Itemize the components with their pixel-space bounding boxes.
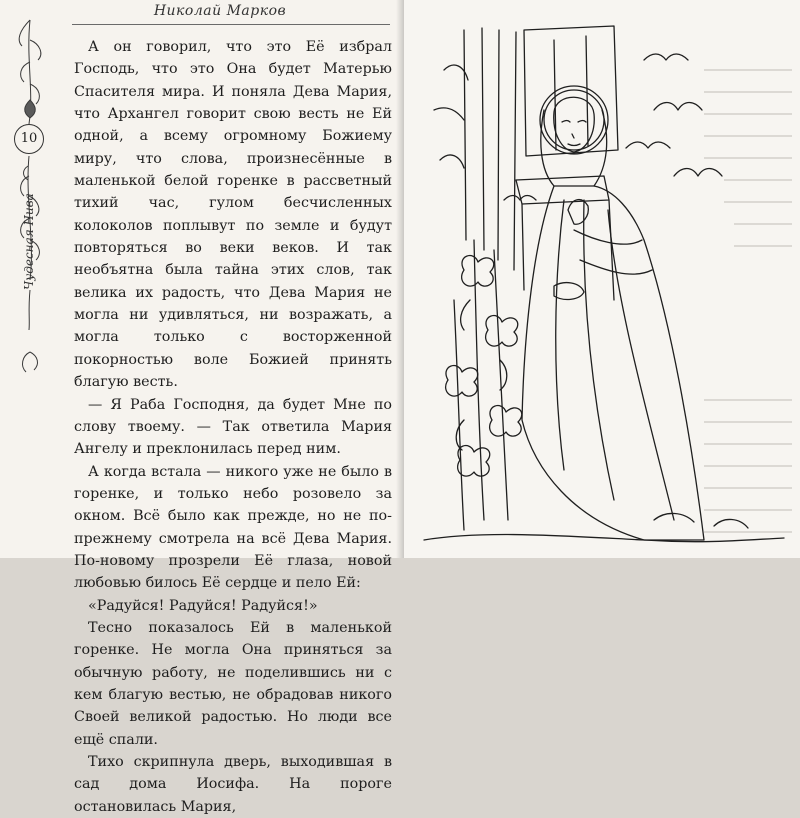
body-text bbox=[74, 36, 392, 818]
paragraph: Тесно показалось Ей в маленькой горенке. Не могла Она приняться за обычную работу, не поделившись ни с кем благую вестью, не обрадовав никого Своей великой радостью. Но люди все ещё спали. bbox=[74, 619, 392, 748]
paragraph: — Я Раба Господня, да будет Мне по слову твоему. — Так ответила Мария Ангелу и преклонилась перед ним. bbox=[74, 396, 392, 458]
right-page bbox=[404, 0, 800, 558]
book-title-spine: Чудесная Нива bbox=[22, 193, 36, 290]
paragraph: А когда встала — никого уже не было в горенке, и только небо розовело за окном. Всё было как прежде, но не по-прежнему смотрела на всё Дева Мария. По-новому прозрели Её глаза, новой любовью билось Её сердце и пело Ей: bbox=[74, 463, 392, 592]
paragraph: Тихо скрипнула дверь, выходившая в сад дома Иосифа. На пороге остановилась Мария, bbox=[74, 754, 392, 815]
paragraph: «Радуйся! Радуйся! Радуйся!» bbox=[88, 597, 318, 614]
page-number: 10 bbox=[14, 124, 44, 154]
header-rule bbox=[72, 24, 390, 25]
annunciation-illustration bbox=[404, 0, 800, 558]
paragraph: А он говорил, что это Её избрал Господь, что это Она будет Матерью Спасителя мира. И поняла Дева Мария, что Архангел говорит свою весть не Ей одной, а всему огромному Божиему миру, что слова, произнесённые в маленькой белой горенке в рассветный тихий час, гулом бесчисленных колоколов поплывут по земле и будут повторяться во веки веков. И так необъятна была тайна этих слов, так велика их радость, что Дева Мария не могла ни удивляться, ни возражать, а могла только с восторженной покорностью воле Божией принять благую весть. bbox=[74, 39, 392, 391]
running-head-author: Николай Марков bbox=[153, 3, 287, 19]
